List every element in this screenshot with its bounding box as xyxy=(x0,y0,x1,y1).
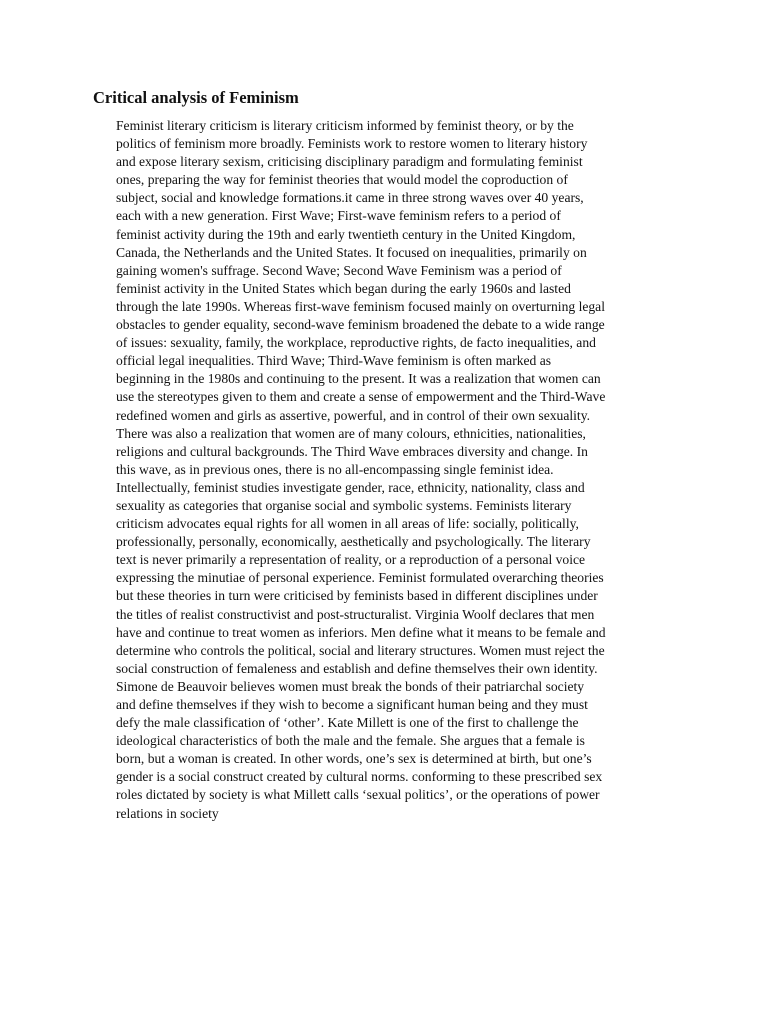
body-line: the titles of realist constructivist and post-structuralist. Virginia Woolf declares that men xyxy=(116,606,595,622)
body-line: and define themselves if they wish to become a significant human being and they must xyxy=(116,697,588,712)
body-line: politics of feminism more broadly. Feminists work to restore women to literary history xyxy=(116,136,588,152)
body-line: redefined women and girls as assertive, powerful, and in control of their own sexuality. xyxy=(116,407,591,423)
body-line: and expose literary sexism, criticising disciplinary paradigm and formulating feminist xyxy=(116,154,583,170)
body-line: official legal inequalities. Third Wave; Third-Wave feminism is often marked as xyxy=(116,353,552,369)
body-line: Simone de Beauvoir believes women must break the bonds of their patriarchal society xyxy=(116,678,585,694)
body-line: beginning in the 1980s and continuing to the present. It was a realization that women can xyxy=(116,371,601,387)
body-line: Canada, the Netherlands and the United States. It focused on inequalities, primarily on xyxy=(116,244,587,260)
body-line: through the late 1990s. Whereas first-wave feminism focused mainly on overturning legal xyxy=(116,298,605,314)
body-line: use the stereotypes given to them and create a sense of empowerment and the Third-Wave xyxy=(116,389,606,405)
body-line: text is never primarily a representation of reality, or a reproduction of a personal voice xyxy=(116,552,586,568)
body-line: religions and cultural backgrounds. The Third Wave embraces diversity and change. In xyxy=(116,443,588,459)
body-line: expressing the minutiae of personal experience. Feminist formulated overarching theories xyxy=(116,570,604,586)
body-line: roles dictated by society is what Millett calls ‘sexual politics’, or the operations of power xyxy=(116,787,600,803)
body-line: Feminist literary criticism is literary criticism informed by feminist theory, or by the xyxy=(116,118,574,133)
body-line: obstacles to gender equality, second-wave feminism broadened the debate to a wide range xyxy=(116,317,605,333)
body-line: born, but a woman is created. In other words, one’s sex is determined at birth, but one’s xyxy=(116,751,592,767)
body-line: Intellectually, feminist studies investigate gender, race, ethnicity, nationality, class and xyxy=(116,479,585,495)
body-line: but these theories in turn were criticised by feminists based in different disciplines under xyxy=(116,588,598,604)
body-line: determine who controls the political, social and literary structures. Women must reject the xyxy=(116,642,605,658)
body-line: ones, preparing the way for feminist theories that would model the coproduction of xyxy=(116,172,568,188)
body-line: each with a new generation. First Wave; First-wave feminism refers to a period of xyxy=(116,208,561,224)
document-body xyxy=(116,117,676,823)
body-line: this wave, as in previous ones, there is no all-encompassing single feminist idea. xyxy=(116,461,554,477)
body-line: feminist activity in the United States which began during the early 1960s and lasted xyxy=(116,280,571,296)
body-line: gaining women's suffrage. Second Wave; Second Wave Feminism was a period of xyxy=(116,262,562,278)
body-line: feminist activity during the 19th and early twentieth century in the United Kingdom, xyxy=(116,226,576,242)
body-line: of issues: sexuality, family, the workplace, reproductive rights, de facto inequalities, and xyxy=(116,335,596,351)
body-line: criticism advocates equal rights for all women in all areas of life: socially, politically, xyxy=(116,516,579,532)
document-title: Critical analysis of Feminism xyxy=(93,88,299,107)
body-line: professionally, personally, economically, aesthetically and psychologically. The literary xyxy=(116,534,591,550)
body-line: subject, social and knowledge formations.it came in three strong waves over 40 years, xyxy=(116,190,584,206)
body-line: social construction of femaleness and establish and define themselves their own identity. xyxy=(116,660,598,676)
body-line: gender is a social construct created by cultural norms. conforming to these prescribed sex xyxy=(116,769,603,785)
body-line: relations in society xyxy=(116,805,219,821)
body-line: sexuality as categories that organise social and symbolic systems. Feminists literary xyxy=(116,497,572,513)
body-line: have and continue to treat women as inferiors. Men define what it means to be female and xyxy=(116,624,606,640)
body-line: defy the male classification of ‘other’. Kate Millett is one of the first to challenge the xyxy=(116,715,579,731)
body-line: ideological characteristics of both the male and the female. She argues that a female is xyxy=(116,733,585,749)
body-line: There was also a realization that women are of many colours, ethnicities, nationalities, xyxy=(116,425,586,441)
